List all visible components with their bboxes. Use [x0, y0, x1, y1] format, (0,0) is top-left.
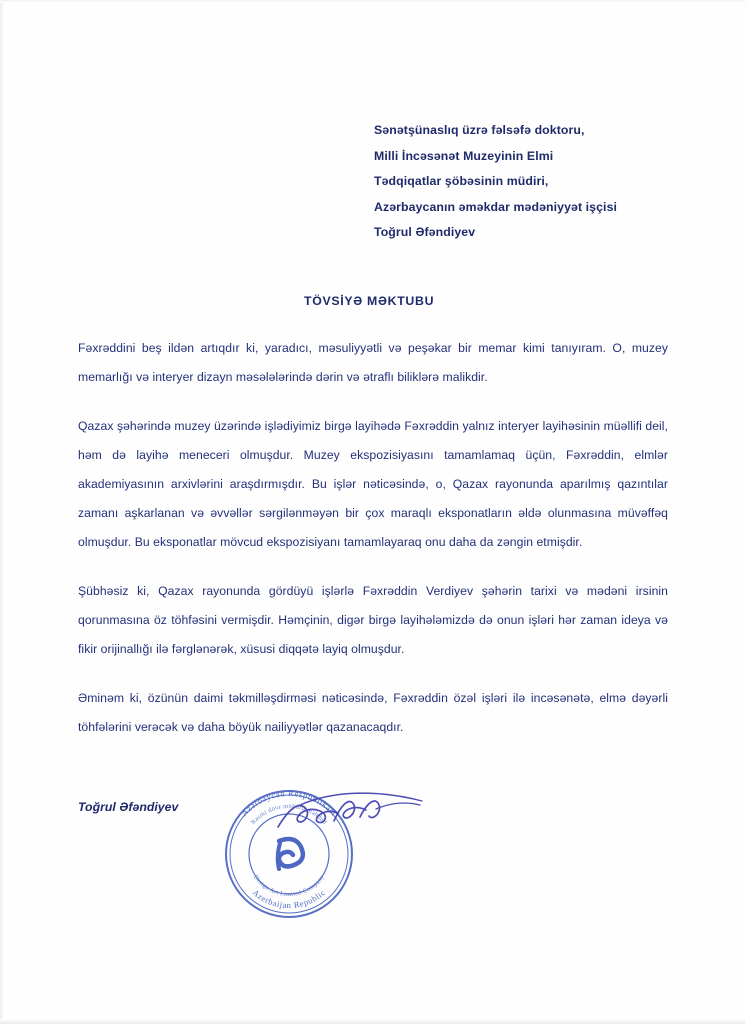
handwritten-signature — [272, 781, 432, 851]
paragraph-4: Əminəm ki, özünün daimi təkmilləşdirməsi nəticəsində, Fəxrəddin özəl işləri ilə incəsənətə, elmə dəyərli töhfələrini verəcək və daha böyük nailiyyətlər qazanacaqdır. — [78, 690, 668, 734]
addressee-line-3: Tədqiqatlar şöbəsinin müdiri, — [374, 174, 549, 188]
svg-text:Design Art Limited Company: Design Art Limited Company — [251, 873, 327, 899]
scan-edge-bottom — [0, 1019, 745, 1024]
addressee-line-4: Azərbaycanın əməkdar mədəniyyət işçisi — [374, 199, 618, 214]
signature-name: Toğrul Əfəndiyev — [78, 800, 179, 814]
scan-edge-left — [0, 0, 4, 1024]
paragraph-2: Qazax şəhərində muzey üzərində işlədiyimiz birgə layihədə Fəxrəddin yalnız interyer layihəsinin müəllifi deil, həm də layihə meneceri olmuşdur. Muzey ekspozisiyasını tamamlamaq üçün, Fəxrəddin, elmlər akademiyasının arxivlərini araşdırmışdır. Bu işlər nəticəsində, o, Qazax rayonunda aparılmış qazıntılar zamanı aşkarlanan və əvvəllər sərgilənməyən bir çox maraqlı eksponatların əldə olunmasına müvəffəq olmuşdur. Bu eksponatlar mövcud ekspozisiyanı tamamlayaraq onu daha da zəngin etmişdir. — [78, 418, 668, 549]
svg-text:Rəsmi dövr möhürü məhdud: Rəsmi dövr möhürü məhdud — [249, 802, 329, 826]
official-stamp — [216, 781, 362, 927]
document-title: TÖVSİYƏ MƏKTUBU — [304, 293, 435, 308]
paragraph-3: Şübhəsiz ki, Qazax rayonunda gördüyü işlərlə Fəxrəddin Verdiyev şəhərin tarixi və mədəni irsinin qorunmasına öz töhfəsini vermişdir. Həmçinin, digər birgə layihələmizdə də onun işləri hər zaman ideya və fikir orijinallığı ilə fərglənərək, xüsusi diqqətə layiq olmuşdur. — [78, 583, 668, 656]
paragraph-1: Fəxrəddini beş ildən artıqdır ki, yaradıcı, məsuliyyətli və peşəkar bir memar kimi tanıyıram. O, muzey memarlığı və interyer dizayn məsələlərində dərin və ətraflı biliklərə malikdir. — [78, 340, 668, 384]
addressee-block — [374, 118, 668, 246]
addressee-line-1: Sənətşünaslıq üzrə fəlsəfə doktoru, — [374, 123, 585, 137]
svg-text:Azərbaycan Respublikası: Azərbaycan Respublikası — [238, 787, 340, 818]
addressee-line-5: Toğrul Əfəndiyev — [374, 225, 476, 239]
addressee-line-2: Milli İncəsənət Muzeyinin Elmi — [374, 148, 554, 163]
svg-text:Azerbaijan Republic: Azerbaijan Republic — [250, 887, 328, 911]
document-body — [78, 334, 668, 742]
document-content — [78, 0, 668, 742]
